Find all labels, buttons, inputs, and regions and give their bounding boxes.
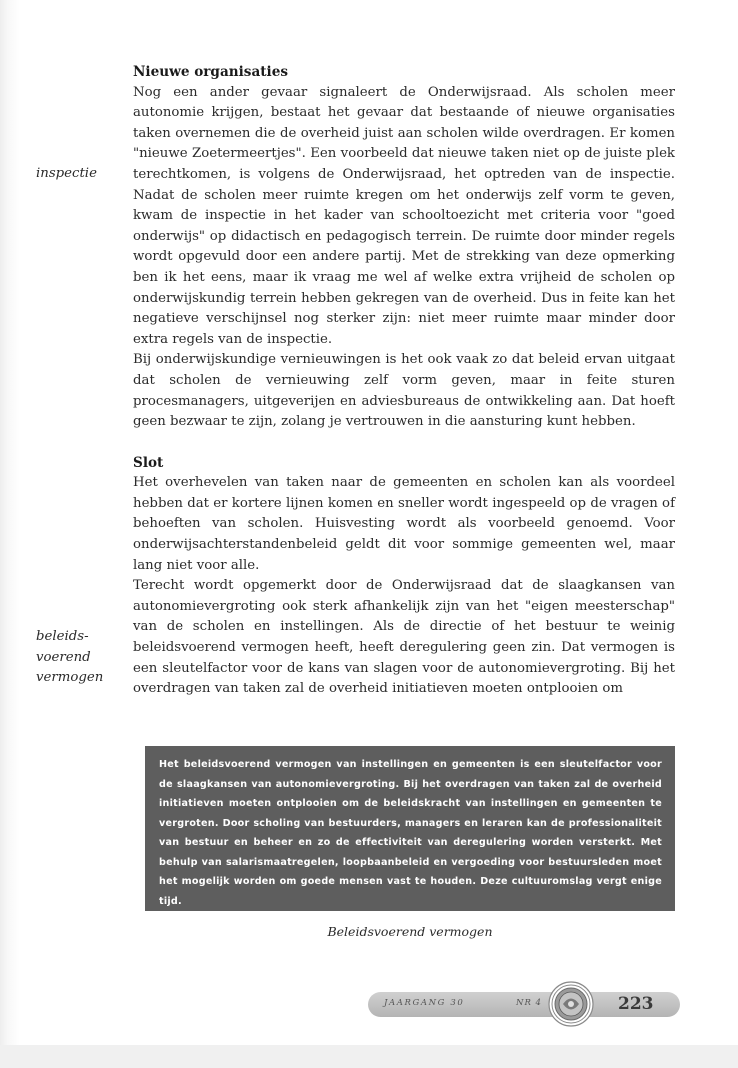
footer-volume: JAARGANG 30 <box>384 998 465 1008</box>
footer-issue: NR 4 <box>516 998 542 1008</box>
journal-seal-icon <box>548 981 594 1027</box>
pull-quote-box <box>145 746 675 911</box>
paragraph: Bij onderwijskundige vernieuwingen is het ook vaak zo dat beleid ervan uitgaat dat scholen de vernieuwing zelf vorm geven, maar in feite sturen procesmanagers, uitgeverijen en adviesbureaus de ontwikkeling aan. Dat hoeft geen bezwaar te zijn, zolang je vertrouwen in die aansturing kunt hebben. <box>133 352 675 430</box>
margin-note-line: beleids- <box>36 629 89 644</box>
pull-quote-caption: Beleidsvoerend vermogen <box>327 924 493 939</box>
page-number: 223 <box>618 994 654 1014</box>
margin-note-line: vermogen <box>36 670 104 686</box>
paragraph: Nog een ander gevaar signaleert de Onderwijsraad. Als scholen meer autonomie krijgen, bestaat het gevaar dat bestaande of nieuwe organisaties taken overnemen die de overheid juist aan scholen wilde overdragen. Er komen "nieuwe Zoetermeertjes". Een voorbeeld dat nieuwe taken niet op de juiste plek terechtkomen, is volgens de Onderwijsraad, het optreden van de inspectie. Nadat de scholen meer ruimte kregen om het onderwijs zelf vorm te geven, kwam de inspectie in het kader van schooltoezicht met criteria voor "goed onderwijs" op didactisch en pedagogisch terrein. De ruimte door minder regels wordt opgevuld door een andere partij. Met de strekking van deze opmerking ben ik het eens, maar ik vraag me wel af welke extra vrijheid de scholen op onderwijskundig terrein hebben gekregen van de overheid. Dus in feite kan het negatieve verschijnsel nog sterker zijn: niet meer ruimte maar minder door extra regels van de inspectie. <box>133 84 675 347</box>
margin-note-inspectie: inspectie <box>36 166 97 181</box>
section-heading-slot: Slot <box>133 454 164 471</box>
margin-note-line: voerend <box>36 649 91 665</box>
section-gap <box>133 433 675 453</box>
margin-note-beleidsvoerend-vermogen <box>36 627 126 689</box>
article-body <box>133 62 675 700</box>
section-heading-nieuwe-organisaties: Nieuwe organisaties <box>133 64 289 80</box>
paragraph: Het overhevelen van taken naar de gemeenten en scholen kan als voordeel hebben dat er kortere lijnen komen en sneller wordt ingespeeld op de vragen of behoeften van scholen. Huisvesting wordt als voorbeeld genoemd. Voor onderwijsachterstandenbeleid geldt dit voor sommige gemeenten wel, maar lang niet voor alle. <box>133 475 675 573</box>
pull-quote-text: Het beleidsvoerend vermogen van instellingen en gemeenten is een sleutelfactor voor de slaagkansen van autonomievergroting. Bij het overdragen van taken zal de overheid initiatieven moeten ontplooien om de beleidskracht van instellingen en gemeenten te vergroten. Door scholing van bestuurders, managers en leraren kan de professionaliteit van bestuur en beheer en zo de effectiviteit van deregulering worden versterkt. Met behulp van salarismaatregelen, loopbaanbeleid en vergoeding voor bestuursleden moet het mogelijk worden om goede mensen vast te houden. Deze cultuuromslag vergt enige tijd. <box>159 759 662 907</box>
scan-bottom-band <box>0 1045 738 1068</box>
paragraph: Terecht wordt opgemerkt door de Onderwijsraad dat de slaagkansen van autonomievergroting ook sterk afhankelijk zijn van het "eigen meesterschap" van de scholen en instellingen. Als de directie of het bestuur te weinig beleidsvoerend vermogen heeft, heeft deregulering geen zin. Dat vermogen is een sleutelfactor voor de kans van slagen voor de autonomievergroting. Bij het overdragen van taken zal de overheid initiatieven moeten ontplooien om <box>133 578 675 697</box>
